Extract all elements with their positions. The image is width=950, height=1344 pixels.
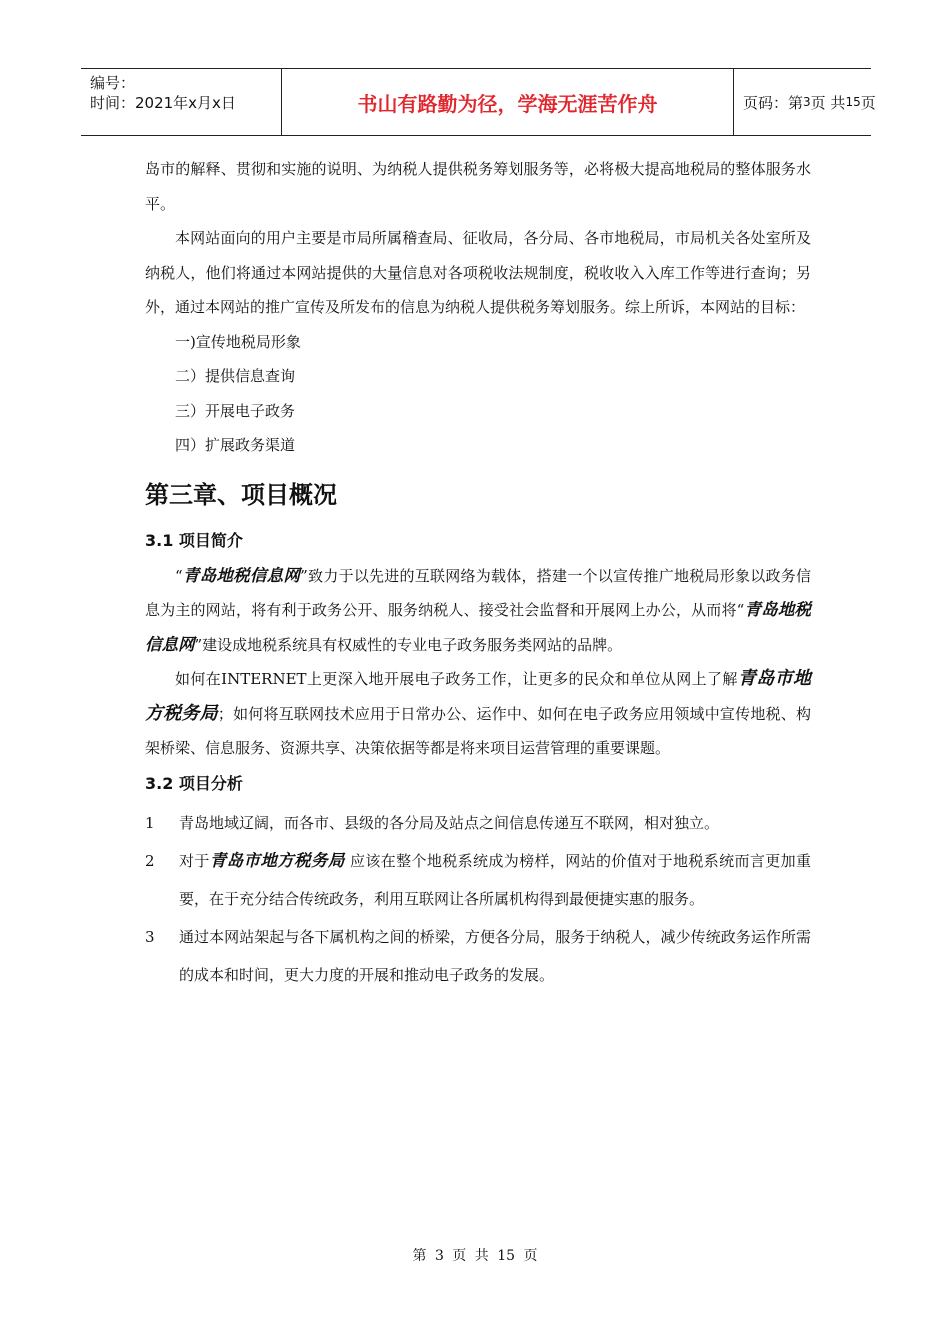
page-footer: 第 3 页 共 15 页 xyxy=(412,1248,538,1264)
text-run: 对于 xyxy=(179,851,210,870)
section-title-3-2: 3.2 项目分析 xyxy=(145,773,243,793)
list-item-text: 青岛地域辽阔，而各市、县级的各分局及站点之间信息传递互不联网，相对独立。 xyxy=(179,813,720,832)
emphasis-site-name: 青岛地税信息网 xyxy=(182,565,301,585)
list-item-number: 3 xyxy=(145,927,155,946)
text-run: ”建设成地税系统具有权威性的专业电子政务服务类网站的品牌。 xyxy=(194,635,623,654)
section-title-3-1: 3.1 项目简介 xyxy=(145,530,243,550)
header-motto: 书山有路勤为径，学海无涯苦作舟 xyxy=(282,69,734,135)
list-item-text xyxy=(179,842,811,918)
emphasis-bureau-name: 青岛市地方税务局 xyxy=(209,850,345,870)
text-run: 如何在INTERNET上更深入地开展电子政务工作，让更多的民众和单位从网上了解 xyxy=(175,670,738,688)
goal-item: 三）开展电子政务 xyxy=(175,401,296,420)
intro-paragraph-2: 本网站面向的用户主要是市局所属稽查局、征收局，各分局、各市地税局，市局机关各处室所及纳税人，他们将通过本网站提供的大量信息对各项税收法规制度，税收收入入库工作等进行查询；另外，通过本网站的推广宣传及所发布的信息为纳税人提供税务筹划服务。综上所诉，本网站的目标： xyxy=(145,229,811,316)
emphasis-bureau-name: 青岛市地方税务局 xyxy=(145,668,811,724)
header-number-label: 编号： xyxy=(90,74,136,92)
section-3-1-paragraph-1 xyxy=(145,559,811,663)
section-3-1-paragraph-2 xyxy=(145,662,811,766)
goal-item: 一)宣传地税局形象 xyxy=(175,332,301,351)
document-body xyxy=(145,152,811,994)
goals-list xyxy=(145,325,811,463)
list-item-number: 2 xyxy=(145,851,155,870)
intro-paragraph-1: 岛市的解释、贯彻和实施的说明、为纳税人提供税务筹划服务等，必将极大提高地税局的整体服务水平。 xyxy=(145,160,811,213)
list-item-text: 通过本网站架起与各下属机构之间的桥梁，方便各分局，服务于纳税人，减少传统政务运作所需的成本和时间，更大力度的开展和推动电子政务的发展。 xyxy=(179,927,811,984)
list-item xyxy=(145,842,811,918)
page-prefix: 页码：第 xyxy=(743,93,804,112)
text-run: 应该在整个地税系统成为榜样，网站的价值对于地税系统而言更加重要，在于充分结合传统政务，利用互联网让各所属机构得到最便捷实惠的服务。 xyxy=(179,851,811,908)
header-page-number xyxy=(734,69,876,135)
chapter-title: 第三章、项目概况 xyxy=(145,480,337,509)
page-suffix: 页 xyxy=(860,93,876,112)
list-item xyxy=(145,804,811,842)
header-meta xyxy=(81,69,282,135)
page-current: 3 xyxy=(803,95,811,109)
page-header xyxy=(81,68,876,136)
open-quote: “ xyxy=(175,566,183,585)
page-total: 15 xyxy=(845,95,861,109)
goal-item: 二）提供信息查询 xyxy=(175,367,296,385)
goal-item: 四）扩展政务渠道 xyxy=(175,436,296,454)
analysis-list xyxy=(145,804,811,994)
text-run: ；如何将互联网技术应用于日常办公、运作中、如何在电子政务应用领域中宣传地税、构架桥梁、信息服务、资源共享、决策依据等都是将来项目运营管理的重要课题。 xyxy=(145,704,811,757)
text-run: ”致力于以先进的互联网络为载体，搭建一个以宣传推广地税局形象以政务信息为主的网站，将有利于政务公开、服务纳税人、接受社会监督和开展网上办公，从而将“ xyxy=(145,566,811,619)
page-mid: 页 共 xyxy=(810,93,846,112)
list-item-number: 1 xyxy=(145,813,155,832)
emphasis-site-name: 青岛地税信息网 xyxy=(145,600,811,654)
header-date-label: 时间：2021年x月x日 xyxy=(90,94,236,112)
list-item xyxy=(145,918,811,994)
